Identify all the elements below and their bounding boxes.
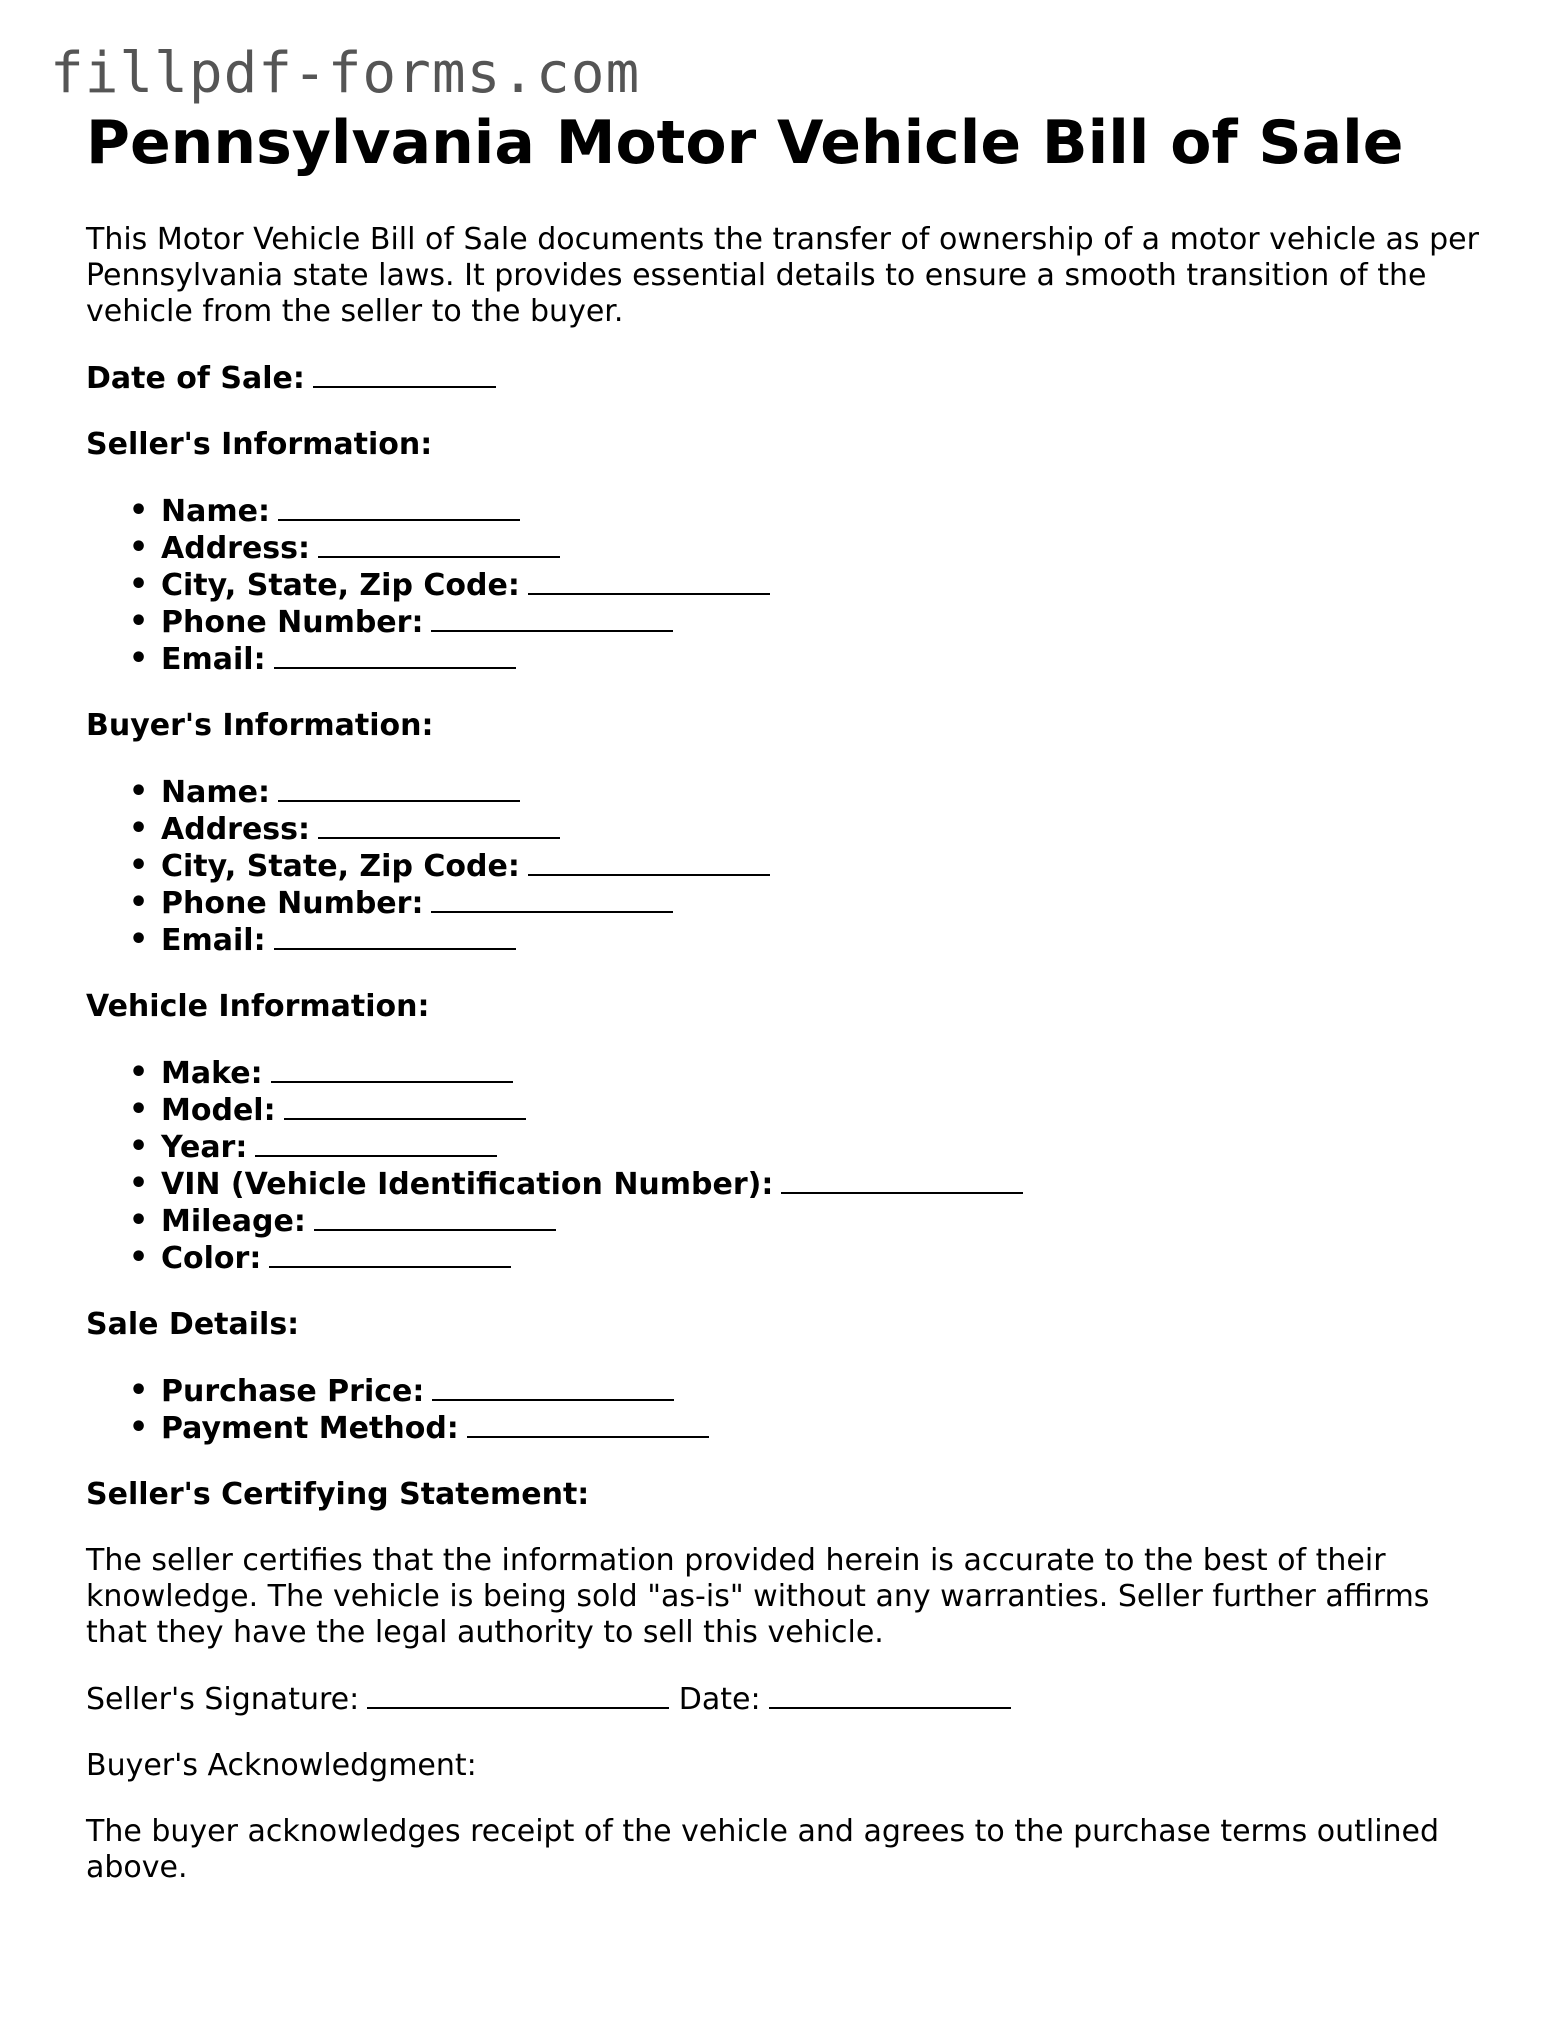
field-label: Address:: [161, 531, 311, 566]
seller-city-state-zip-field: [161, 567, 1486, 604]
purchase-price-blank[interactable]: [432, 1373, 674, 1401]
intro-paragraph: This Motor Vehicle Bill of Sale documents the transfer of ownership of a motor vehicle as per Pennsylvania state laws. It provides essential details to ensure a smooth transition of the vehicle from the seller to the buyer.: [86, 222, 1479, 329]
seller-email-field: [161, 641, 1486, 678]
vehicle-make-field: [161, 1055, 1486, 1092]
vehicle-make-blank[interactable]: [271, 1055, 513, 1083]
vehicle-vin-blank[interactable]: [781, 1166, 1023, 1194]
seller-phone-blank[interactable]: [431, 604, 673, 632]
field-label: Name:: [161, 775, 270, 810]
page-title: Pennsylvania Motor Vehicle Bill of Sale: [86, 108, 1404, 178]
vehicle-color-field: [161, 1240, 1486, 1277]
buyer-email-field: [161, 922, 1486, 959]
buyer-name-blank[interactable]: [278, 774, 520, 802]
field-label: Purchase Price:: [161, 1374, 425, 1409]
purchase-price-field: [161, 1373, 1486, 1410]
field-label: Address:: [161, 812, 311, 847]
vehicle-heading: Vehicle Information:: [86, 989, 430, 1024]
field-label: City, State, Zip Code:: [161, 568, 520, 603]
date-of-sale-blank[interactable]: [313, 360, 496, 388]
field-label: Color:: [161, 1241, 262, 1276]
buyer-address-blank[interactable]: [318, 811, 560, 839]
payment-method-blank[interactable]: [467, 1410, 709, 1438]
seller-field-list: [86, 493, 1486, 678]
field-label: City, State, Zip Code:: [161, 849, 520, 884]
vehicle-model-blank[interactable]: [284, 1092, 526, 1120]
field-label: VIN (Vehicle Identification Number):: [161, 1167, 774, 1202]
vehicle-mileage-field: [161, 1203, 1486, 1240]
buyer-heading: Buyer's Information:: [86, 708, 434, 743]
form-body: [86, 222, 1486, 1886]
buyer-field-list: [86, 774, 1486, 959]
seller-signature-blank[interactable]: [367, 1681, 669, 1709]
vehicle-field-list: [86, 1055, 1486, 1277]
buyer-phone-field: [161, 885, 1486, 922]
field-label: Email:: [161, 642, 266, 677]
sale-heading: Sale Details:: [86, 1307, 300, 1342]
field-label: Year:: [161, 1130, 248, 1165]
watermark: fillpdf-forms.com: [50, 41, 641, 106]
vehicle-year-field: [161, 1129, 1486, 1166]
vehicle-year-blank[interactable]: [255, 1129, 497, 1157]
seller-name-field: [161, 493, 1486, 530]
seller-email-blank[interactable]: [274, 641, 516, 669]
field-label: Make:: [161, 1056, 263, 1091]
vehicle-mileage-blank[interactable]: [314, 1203, 556, 1231]
buyer-city-state-zip-blank[interactable]: [528, 848, 770, 876]
buyer-address-field: [161, 811, 1486, 848]
field-label: Phone Number:: [161, 605, 424, 640]
vehicle-color-blank[interactable]: [269, 1240, 511, 1268]
field-label: Model:: [161, 1093, 276, 1128]
date-of-sale-field: [86, 360, 1486, 397]
seller-address-field: [161, 530, 1486, 567]
sale-field-list: [86, 1373, 1486, 1447]
seller-city-state-zip-blank[interactable]: [528, 567, 770, 595]
vehicle-model-field: [161, 1092, 1486, 1129]
seller-heading: Seller's Information:: [86, 427, 433, 462]
buyer-email-blank[interactable]: [274, 922, 516, 950]
date-of-sale-label: Date of Sale:: [86, 361, 305, 396]
vehicle-vin-field: [161, 1166, 1486, 1203]
certifying-text: The seller certifies that the information provided herein is accurate to the best of their knowledge. The vehicle is being sold "as-is" without any warranties. Seller further affirms that they have the legal authority to sell this vehicle.: [86, 1543, 1430, 1650]
buyer-name-field: [161, 774, 1486, 811]
field-label: Payment Method:: [161, 1411, 459, 1446]
payment-method-field: [161, 1410, 1486, 1447]
buyer-ack-heading: Buyer's Acknowledgment:: [86, 1748, 477, 1783]
field-label: Email:: [161, 923, 266, 958]
buyer-city-state-zip-field: [161, 848, 1486, 885]
buyer-phone-blank[interactable]: [431, 885, 673, 913]
seller-name-blank[interactable]: [278, 493, 520, 521]
field-label: Mileage:: [161, 1204, 306, 1239]
field-label: Name:: [161, 494, 270, 529]
signature-date-blank[interactable]: [769, 1681, 1011, 1709]
buyer-ack-text: The buyer acknowledges receipt of the vehicle and agrees to the purchase terms outlined above.: [86, 1814, 1440, 1885]
field-label: Phone Number:: [161, 886, 424, 921]
seller-phone-field: [161, 604, 1486, 641]
signature-line: [86, 1681, 1486, 1718]
certifying-heading: Seller's Certifying Statement:: [86, 1477, 590, 1512]
seller-address-blank[interactable]: [318, 530, 560, 558]
signature-date-label: Date:: [678, 1682, 761, 1717]
seller-signature-label: Seller's Signature:: [86, 1682, 360, 1717]
